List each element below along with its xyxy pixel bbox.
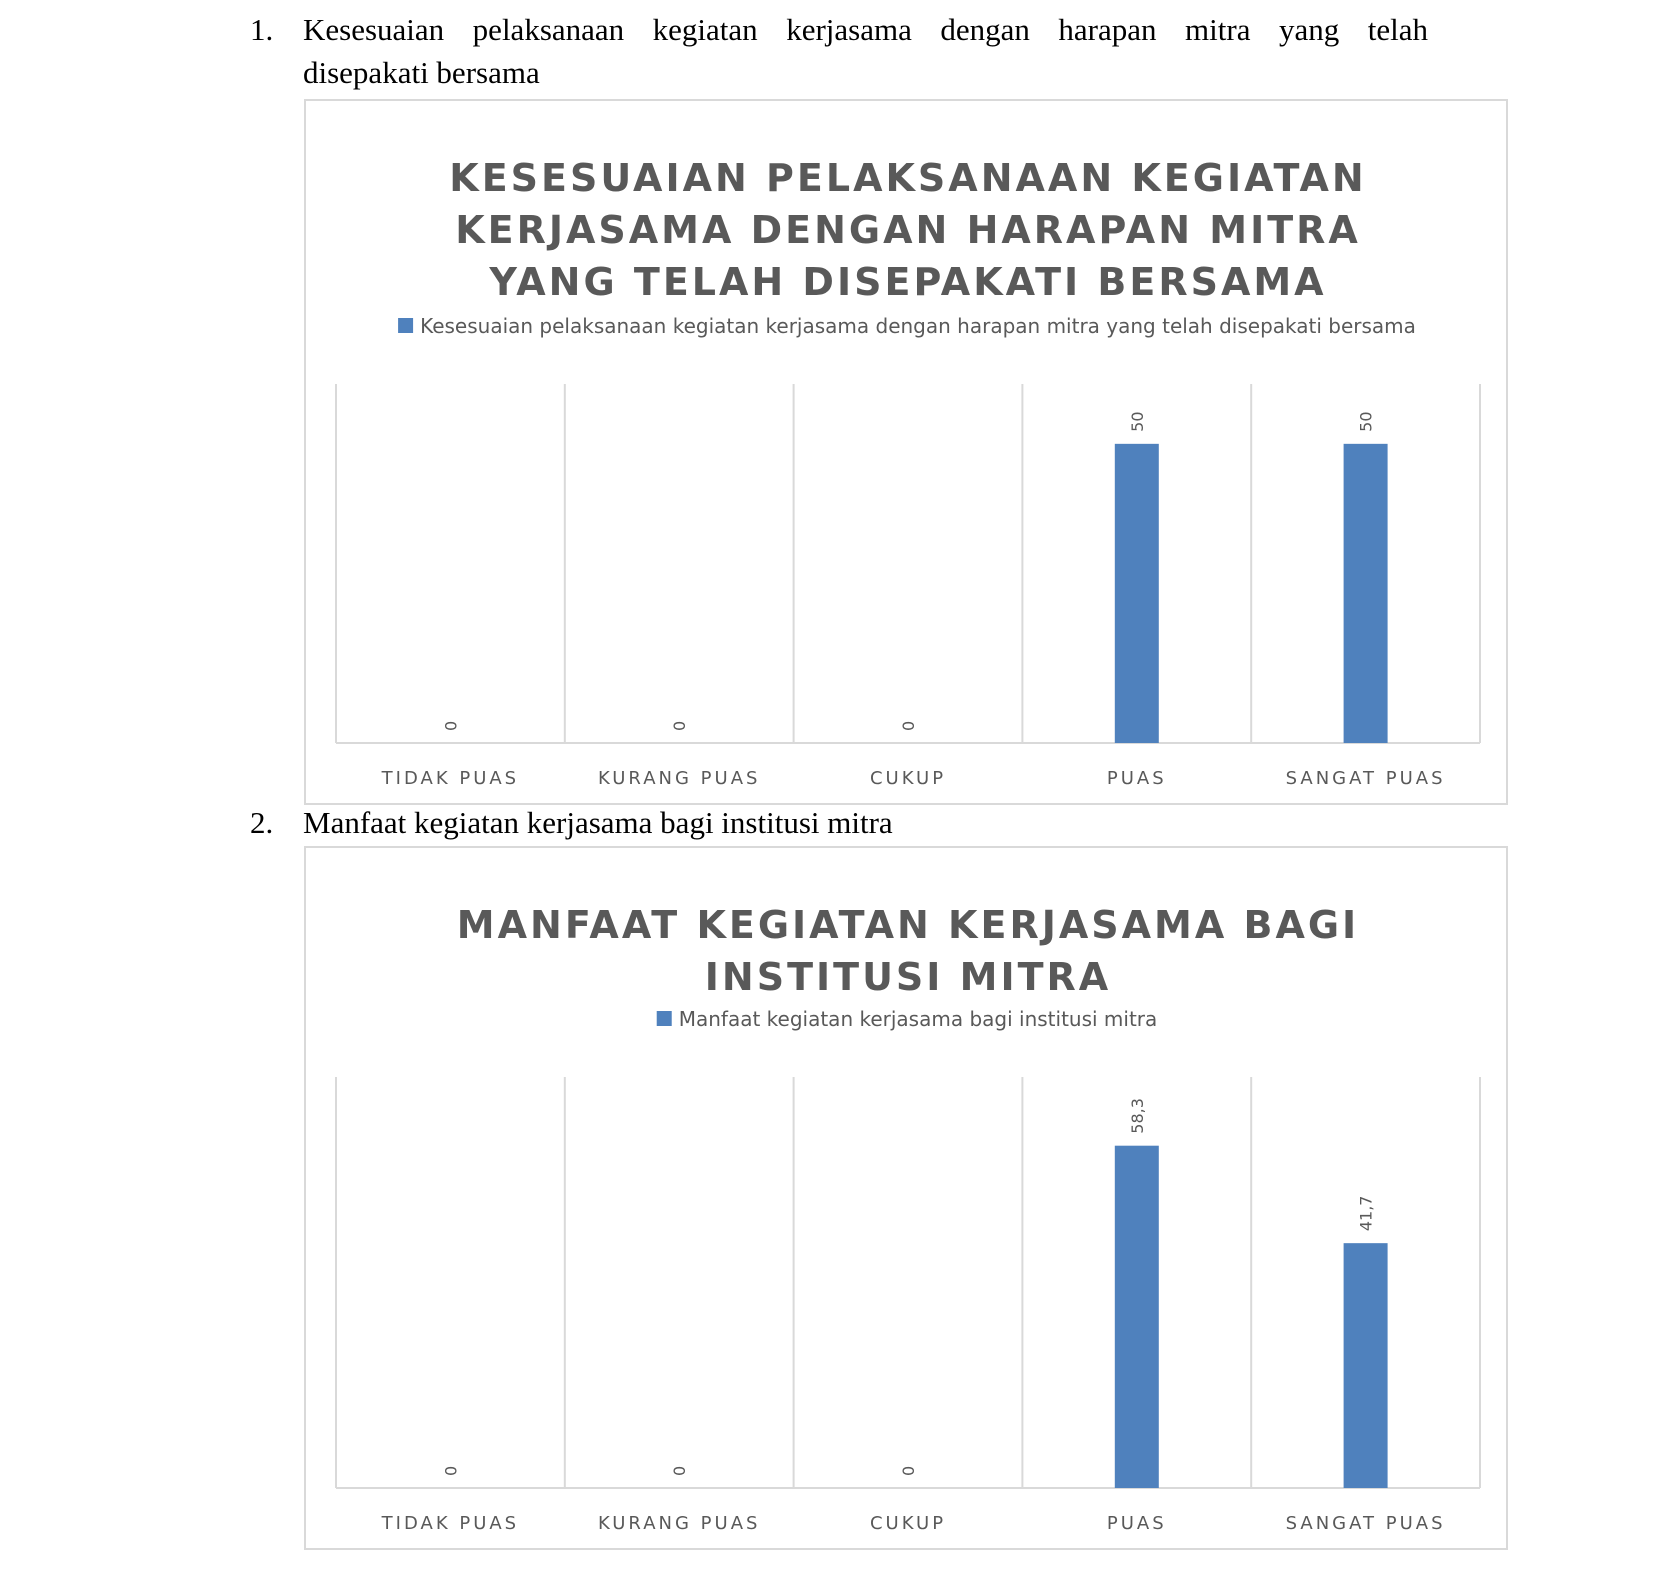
chart-2-value-label: 0 xyxy=(670,1465,690,1476)
chart-1-value-label: 50 xyxy=(1127,411,1147,432)
item-2-number: 2. xyxy=(250,805,274,840)
item-1-number: 1. xyxy=(250,12,274,47)
chart-1-title-line: KESESUAIAN PELAKSANAAN KEGIATAN xyxy=(449,156,1367,200)
chart-2-bar xyxy=(1344,1243,1388,1488)
chart-1-value-label: 0 xyxy=(899,720,918,731)
chart-2-category-label: TIDAK PUAS xyxy=(381,1513,520,1534)
chart-2-category-label: KURANG PUAS xyxy=(597,1513,761,1534)
chart-2-title-line: INSTITUSI MITRA xyxy=(704,955,1112,999)
chart-2-category-label: SANGAT PUAS xyxy=(1285,1513,1446,1534)
chart-1-bar xyxy=(1115,444,1159,743)
chart-2-svg xyxy=(306,848,1510,1552)
chart-1-legend xyxy=(398,314,1416,338)
chart-1 xyxy=(304,99,1508,805)
chart-1-legend-text: Kesesuaian pelaksanaan kegiatan kerjasama dengan harapan mitra yang telah disepakati bersama xyxy=(420,314,1416,338)
chart-1-category-label: SANGAT PUAS xyxy=(1285,768,1446,789)
chart-1-legend-swatch xyxy=(398,318,413,333)
item-1-heading-line2: disepakati bersama xyxy=(303,55,540,90)
chart-1-value-label: 50 xyxy=(1356,411,1376,432)
chart-1-category-label: TIDAK PUAS xyxy=(381,768,520,789)
chart-2-category-label: CUKUP xyxy=(869,1513,947,1534)
chart-2-value-label: 58,3 xyxy=(1127,1098,1147,1134)
chart-2-bar xyxy=(1115,1146,1159,1488)
chart-1-svg xyxy=(306,101,1510,807)
chart-1-title-line: KERJASAMA DENGAN HARAPAN MITRA xyxy=(455,208,1361,252)
chart-2-legend xyxy=(657,1007,1158,1031)
chart-1-value-label: 0 xyxy=(441,720,461,731)
chart-1-category-label: KURANG PUAS xyxy=(597,768,761,789)
chart-2 xyxy=(304,846,1508,1550)
chart-2-value-label: 0 xyxy=(899,1465,918,1476)
chart-1-category-label: CUKUP xyxy=(869,768,947,789)
chart-2-title-line: MANFAAT KEGIATAN KERJASAMA BAGI xyxy=(456,903,1360,947)
chart-2-category-label: PUAS xyxy=(1106,1513,1167,1534)
chart-1-title-line: YANG TELAH DISEPAKATI BERSAMA xyxy=(489,260,1327,304)
chart-2-value-label: 0 xyxy=(441,1465,461,1476)
chart-1-value-label: 0 xyxy=(670,720,690,731)
chart-1-bar xyxy=(1344,444,1388,743)
item-1-heading-line1: Kesesuaian pelaksanaan kegiatan kerjasama dengan harapan mitra yang telah xyxy=(303,12,1428,47)
chart-1-category-label: PUAS xyxy=(1106,768,1167,789)
item-2-heading: Manfaat kegiatan kerjasama bagi institusi mitra xyxy=(303,805,893,840)
chart-2-value-label: 41,7 xyxy=(1356,1195,1376,1232)
chart-2-legend-text: Manfaat kegiatan kerjasama bagi institusi mitra xyxy=(678,1007,1158,1031)
chart-2-legend-swatch xyxy=(657,1011,672,1026)
